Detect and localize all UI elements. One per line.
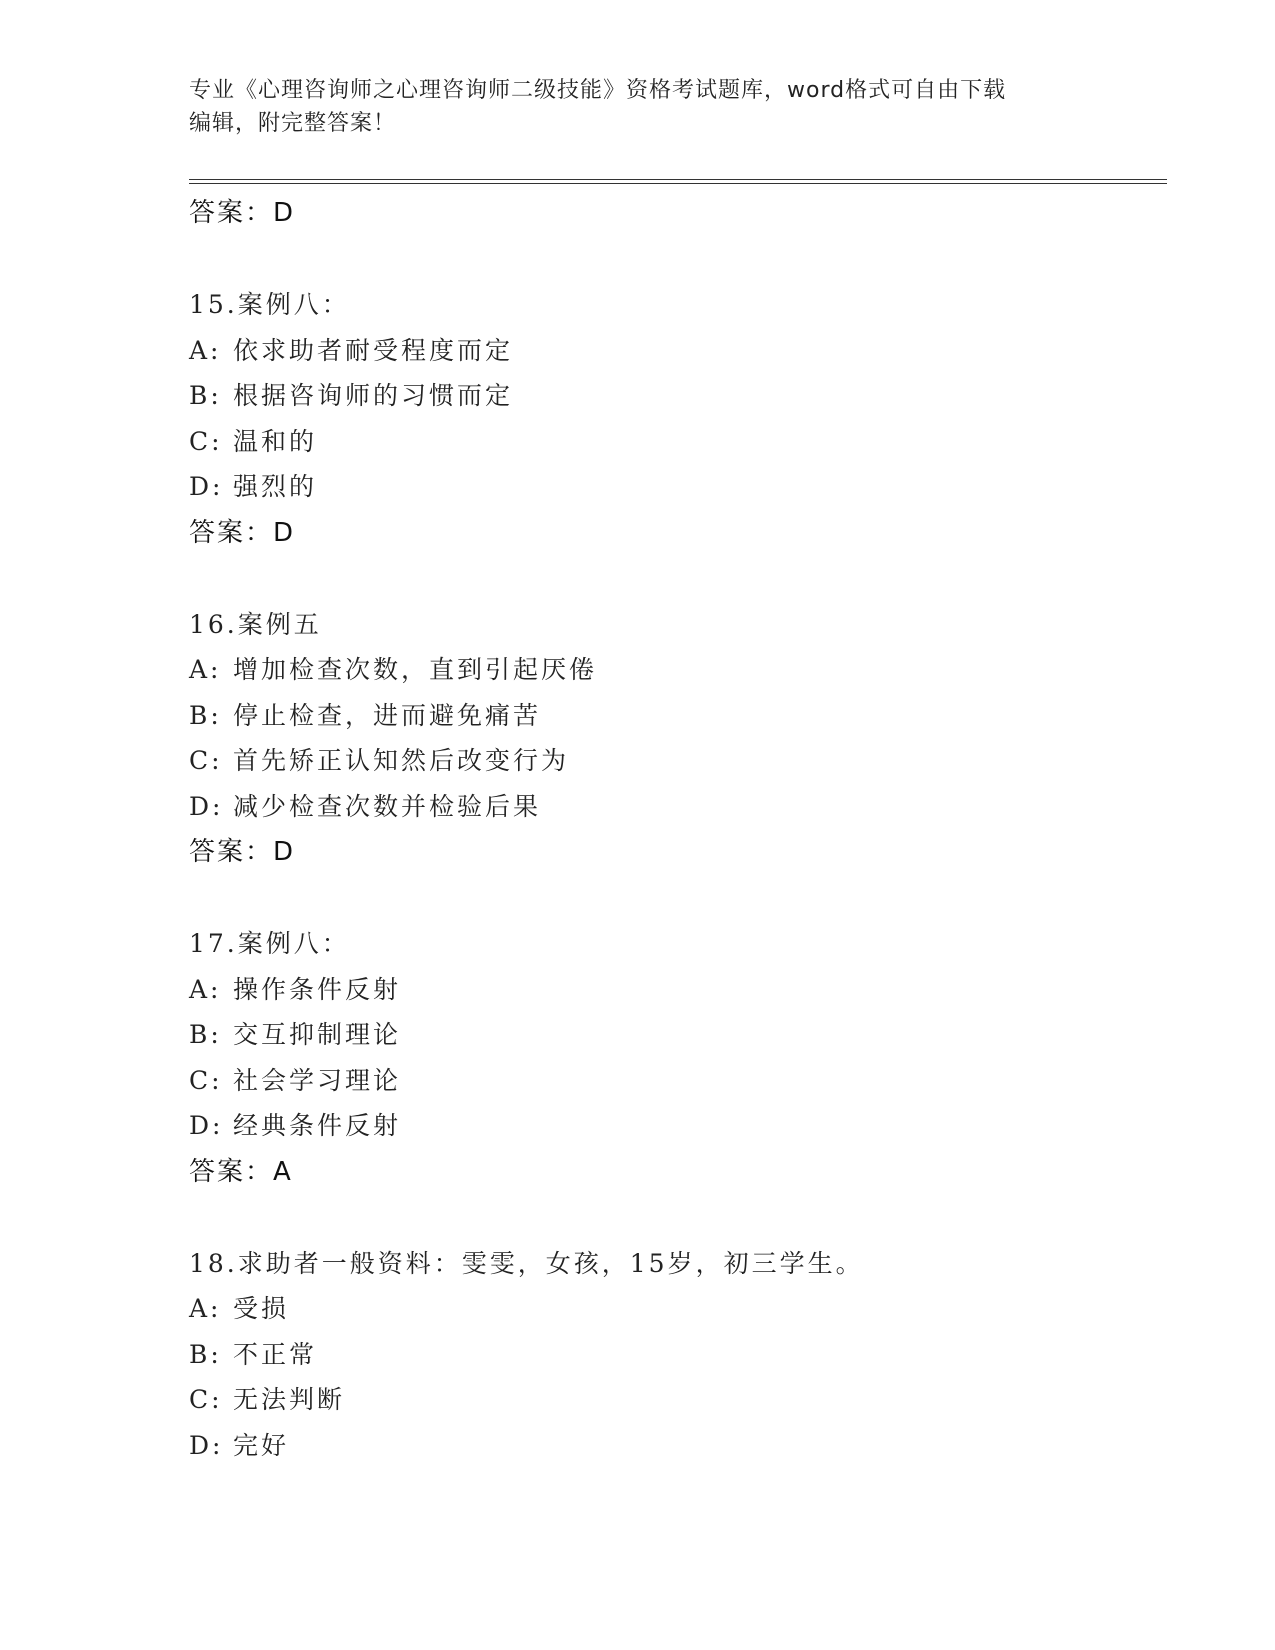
option-letter: A: xyxy=(189,1294,222,1323)
option-letter: C: xyxy=(189,426,223,456)
option-c xyxy=(189,1377,1169,1423)
option-text: 交互抑制理论 xyxy=(233,1020,402,1049)
option-letter: D: xyxy=(189,472,224,501)
option-letter: D: xyxy=(189,1111,224,1140)
option-text: 经典条件反射 xyxy=(233,1111,402,1140)
option-b xyxy=(189,693,1169,739)
header-divider-bottom xyxy=(189,183,1167,184)
option-c xyxy=(189,738,1169,784)
option-a xyxy=(189,1286,1169,1332)
option-letter: A: xyxy=(189,974,222,1004)
option-a xyxy=(189,328,1169,374)
option-letter: D: xyxy=(189,1430,224,1460)
header-line-2: 编辑，附完整答案！ xyxy=(189,111,397,136)
question-17 xyxy=(189,921,1169,1195)
option-text: 根据咨询师的习惯而定 xyxy=(233,381,514,410)
option-letter: C: xyxy=(189,746,223,775)
option-letter: B: xyxy=(189,1339,222,1369)
option-letter: A: xyxy=(189,655,222,684)
option-d xyxy=(189,464,1169,510)
option-text: 操作条件反射 xyxy=(233,974,402,1004)
answer-line: 答案：A xyxy=(189,1156,293,1187)
option-text: 无法判断 xyxy=(233,1385,346,1414)
answer-line: 答案：D xyxy=(189,517,296,548)
option-letter: C: xyxy=(189,1065,223,1095)
option-d xyxy=(189,1423,1169,1469)
option-letter: B: xyxy=(189,381,222,410)
option-c xyxy=(189,419,1169,465)
option-text: 温和的 xyxy=(233,426,318,456)
header-divider-top xyxy=(189,179,1167,180)
option-text: 强烈的 xyxy=(233,472,318,501)
option-text: 不正常 xyxy=(233,1339,318,1369)
option-d xyxy=(189,1103,1169,1149)
option-text: 社会学习理论 xyxy=(233,1065,402,1095)
option-letter: D: xyxy=(189,791,224,821)
option-b xyxy=(189,1012,1169,1058)
option-letter: B: xyxy=(189,700,222,730)
option-a xyxy=(189,967,1169,1013)
question-title: 18.求助者一般资料：雯雯，女孩，15岁，初三学生。 xyxy=(189,1248,864,1278)
option-b xyxy=(189,1332,1169,1378)
option-letter: B: xyxy=(189,1020,222,1049)
option-text: 首先矫正认知然后改变行为 xyxy=(233,746,570,775)
option-a xyxy=(189,647,1169,693)
question-16 xyxy=(189,602,1169,876)
option-text: 减少检查次数并检验后果 xyxy=(233,791,542,821)
question-title: 17.案例八： xyxy=(189,929,350,958)
option-text: 依求助者耐受程度而定 xyxy=(233,335,514,365)
question-title: 16.案例五 xyxy=(189,609,322,639)
option-text: 完好 xyxy=(233,1430,290,1460)
option-text: 增加检查次数，直到引起厌倦 xyxy=(233,655,598,684)
header-line-1: 专业《心理咨询师之心理咨询师二级技能》资格考试题库，word格式可自由下载 xyxy=(189,78,1007,103)
question-title: 15.案例八： xyxy=(189,290,350,319)
question-18 xyxy=(189,1241,1169,1469)
option-d xyxy=(189,784,1169,830)
option-text: 受损 xyxy=(233,1294,290,1323)
answer-line: 答案：D xyxy=(189,198,296,228)
answer-line: 答案：D xyxy=(189,837,296,867)
document-header xyxy=(189,74,1089,140)
option-letter: C: xyxy=(189,1385,223,1414)
option-text: 停止检查，进而避免痛苦 xyxy=(233,700,542,730)
option-b xyxy=(189,373,1169,419)
question-15 xyxy=(189,282,1169,556)
option-c xyxy=(189,1058,1169,1104)
question-list xyxy=(189,190,1169,1468)
option-letter: A: xyxy=(189,335,222,365)
